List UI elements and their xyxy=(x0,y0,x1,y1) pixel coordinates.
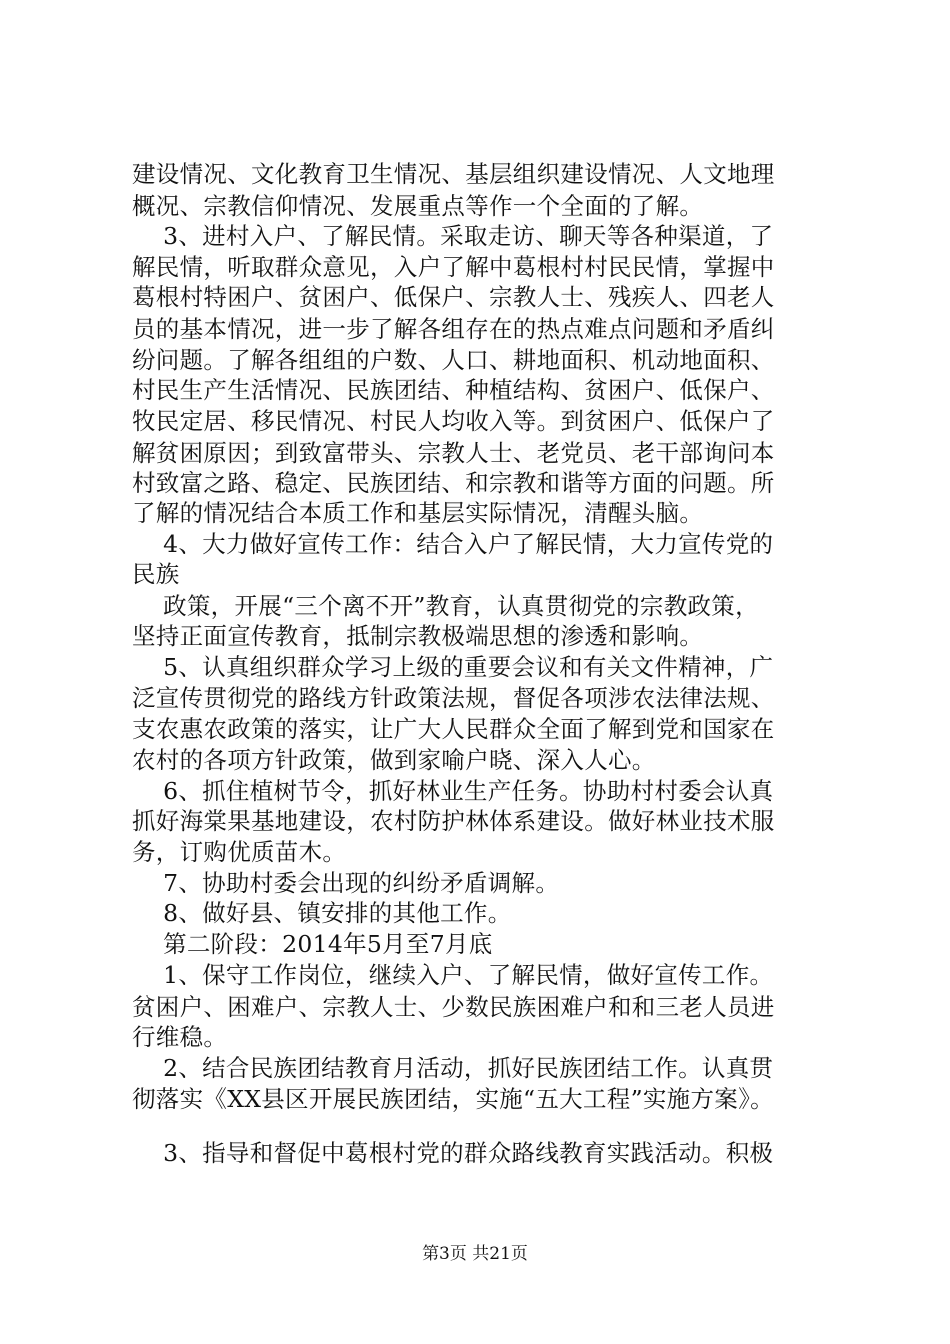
text-line: 6、抓住植树节令，抓好林业生产任务。协助村村委会认真 xyxy=(132,777,774,805)
text-line: 8、做好县、镇安排的其他工作。 xyxy=(132,899,512,927)
text-line: 7、协助村委会出现的纠纷矛盾调解。 xyxy=(132,869,560,897)
text-line: 彻落实《XX县区开展民族团结，实施“五大工程”实施方案》。 xyxy=(132,1085,774,1113)
text-line: 建设情况、文化教育卫生情况、基层组织建设情况、人文地理 xyxy=(132,160,775,188)
page-footer: 第3页 共21页 xyxy=(422,1244,528,1264)
text-line: 村民生产生活情况、民族团结、种植结构、贫困户、低保户、 xyxy=(132,376,775,404)
text-line: 5、认真组织群众学习上级的重要会议和有关文件精神，广 xyxy=(132,653,774,681)
text-line: 民族 xyxy=(132,560,180,588)
text-line: 2、结合民族团结教育月活动，抓好民族团结工作。认真贯 xyxy=(132,1054,774,1082)
text-line: 政策，开展“三个离不开”教育，认真贯彻党的宗教政策， xyxy=(132,592,759,620)
text-line: 第二阶段：2014年5月至7月底 xyxy=(132,930,493,958)
text-line: 农村的各项方针政策，做到家喻户晓、深入人心。 xyxy=(132,746,656,774)
text-line: 泛宣传贯彻党的路线方针政策法规，督促各项涉农法律法规、 xyxy=(132,684,775,712)
text-line: 葛根村特困户、贫困户、低保户、宗教人士、残疾人、四老人 xyxy=(132,283,775,311)
text-line: 了解的情况结合本质工作和基层实际情况，清醒头脑。 xyxy=(132,499,704,527)
text-line: 贫困户、困难户、宗教人士、少数民族困难户和和三老人员进 xyxy=(132,993,775,1021)
text-line: 3、进村入户、了解民情。采取走访、聊天等各种渠道，了 xyxy=(132,222,774,250)
text-line: 解贫困原因；到致富带头、宗教人士、老党员、老干部询问本 xyxy=(132,439,775,467)
text-line: 牧民定居、移民情况、村民人均收入等。到贫困户、低保户了 xyxy=(132,407,775,435)
text-line: 行维稳。 xyxy=(132,1023,228,1051)
text-line: 务，订购优质苗木。 xyxy=(132,838,347,866)
text-line: 抓好海棠果基地建设，农村防护林体系建设。做好林业技术服 xyxy=(132,807,775,835)
text-line: 坚持正面宣传教育，抵制宗教极端思想的渗透和影响。 xyxy=(132,622,704,650)
text-line: 员的基本情况，进一步了解各组存在的热点难点问题和矛盾纠 xyxy=(132,315,775,343)
text-line: 概况、宗教信仰情况、发展重点等作一个全面的了解。 xyxy=(132,192,704,220)
text-line: 支农惠农政策的落实，让广大人民群众全面了解到党和国家在 xyxy=(132,715,775,743)
text-line: 1、保守工作岗位，继续入户、了解民情，做好宣传工作。 xyxy=(132,961,774,989)
text-line: 4、大力做好宣传工作：结合入户了解民情，大力宣传党的 xyxy=(132,530,774,558)
text-line: 解民情，听取群众意见，入户了解中葛根村村民民情，掌握中 xyxy=(132,253,775,281)
text-line: 纷问题。了解各组组的户数、人口、耕地面积、机动地面积、 xyxy=(132,346,775,374)
text-line: 村致富之路、稳定、民族团结、和宗教和谐等方面的问题。所 xyxy=(132,469,775,497)
text-line: 3、指导和督促中葛根村党的群众路线教育实践活动。积极 xyxy=(132,1139,774,1167)
